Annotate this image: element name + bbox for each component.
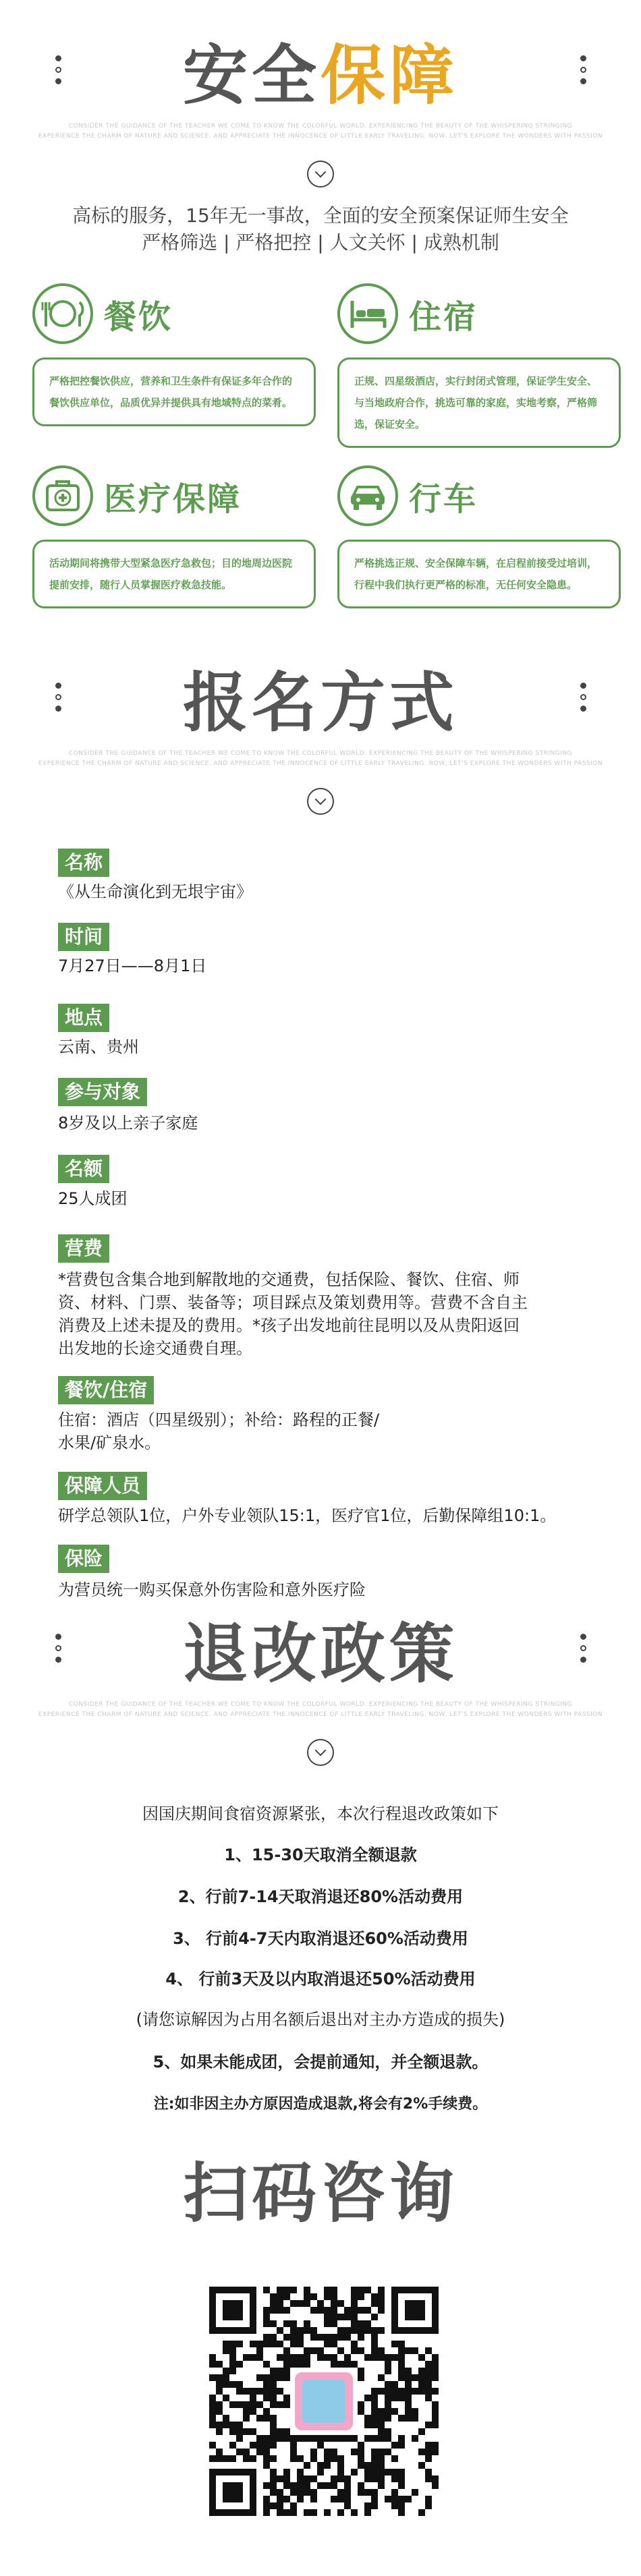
safety-item-medical: [32, 459, 316, 608]
field-value-audience: 8岁及以上亲子家庭: [58, 1114, 198, 1133]
item-desc: 活动期间将携带大型紧急医疗急救包；目的地周边医院提前安排，随行人员掌握医疗救急技能。: [32, 540, 316, 608]
decor-dots-right: [579, 55, 587, 90]
field-label-staff: 保障人员: [58, 1472, 147, 1500]
item-name: 医疗保障: [104, 480, 242, 518]
decor-dots-right: [579, 1634, 587, 1668]
item-desc: 严格挑选正规、安全保障车辆，在启程前接受过培训，行程中我们执行更严格的标准，无任何安全隐患。: [337, 540, 621, 608]
refund-note: (请您谅解因为占用名额后退出对主办方造成的损失): [136, 2010, 505, 2029]
safety-intro: 高标的服务，15年无一事故，全面的安全预案保证师生安全 严格筛选 | 严格把控 | 人文关怀 | 成熟机制: [72, 204, 569, 254]
refund-rule: 5、如果未能成团，会提前通知，并全额退款。: [152, 2053, 489, 2071]
field-label-place: 地点: [58, 1004, 109, 1032]
refund-en-text: CONSIDER THE GUIDANCE OF THE TEACHER WE COME TO KNOW THE COLORFUL WORLD. EXPERIENCING THE BEAUTY OF THE WHISPERING STRINGING EXPERIENCE THE CHARM OF NATURE AND SCIENCE. AND APPRECIATE THE INNOCENCE OF LITTLE EARLY TRAVELING. NOW, LET'S EXPLORE THE WONDERS WITH PASSION: [38, 1700, 603, 1718]
register-title: 报名方式: [183, 665, 458, 741]
safety-en-text: CONSIDER THE GUIDANCE OF THE TEACHER WE COME TO KNOW THE COLORFUL WORLD. EXPERIENCING THE BEAUTY OF THE WHISPERING STRINGING EXPERIENCE THE CHARM OF NATURE AND SCIENCE. AND APPRECIATE THE INNOCENCE OF LITTLE EARLY TRAVELING. NOW, LET'S EXPLORE THE WONDERS WITH PASSION: [38, 122, 603, 140]
qr-header: [0, 2158, 641, 2230]
decor-dots-left: [54, 683, 62, 717]
safety-title: 安全保障: [183, 38, 458, 113]
field-value-insurance: 为营员统一购买保意外伤害险和意外医疗险: [58, 1580, 366, 1599]
refund-fee-note: 注:如非因主办方原因造成退款,将会有2%手续费。: [153, 2096, 488, 2113]
chevron-down-icon: [307, 1739, 334, 1766]
field-label-fee: 营费: [58, 1234, 109, 1263]
field-label-name: 名称: [58, 849, 109, 877]
car-icon: [337, 465, 398, 526]
field-value-name: 《从生命演化到无垠宇宙》: [58, 882, 252, 901]
safety-item-lodging: [337, 277, 621, 448]
field-label-time: 时间: [58, 923, 109, 951]
qr-title: 扫码咨询: [183, 2156, 458, 2231]
field-value-place: 云南、贵州: [58, 1037, 139, 1056]
refund-rule: 2、行前7-14天取消退还80%活动费用: [177, 1887, 464, 1906]
field-value-fee: *营费包含集合地到解散地的交通费，包括保险、餐饮、住宿、师资、材料、门票、装备等；项目踩点及策划费用等。营费不含自主消费及上述未提及的费用。*孩子出发地前往昆明以及从贵阳返回出发地的长途交通费自理。: [58, 1270, 528, 1358]
safety-header: [0, 40, 641, 188]
chevron-down-icon: [307, 161, 334, 188]
decor-dots-left: [54, 1634, 62, 1668]
field-value-quota: 25人成团: [58, 1189, 128, 1208]
field-label-quota: 名额: [58, 1155, 109, 1183]
decor-dots-left: [54, 55, 62, 90]
dining-icon: [32, 283, 93, 344]
field-value-time: 7月27日——8月1日: [58, 956, 207, 975]
refund-rule: 4、 行前3天及以内取消退还50%活动费用: [165, 1970, 476, 1988]
item-name: 行车: [409, 480, 478, 518]
field-label-insurance: 保险: [58, 1545, 109, 1573]
item-name: 餐饮: [104, 297, 173, 336]
first-aid-icon: [32, 465, 93, 526]
refund-header: [0, 1616, 641, 1766]
refund-intro: 因国庆期间食宿资源紧张，本次行程退改政策如下: [142, 1804, 499, 1823]
field-label-audience: 参与对象: [58, 1078, 147, 1106]
chevron-down-icon: [307, 788, 334, 815]
field-value-staff: 研学总领队1位，户外专业领队15:1，医疗官1位，后勤保障组10:1。: [58, 1506, 557, 1525]
item-name: 住宿: [409, 297, 478, 336]
field-value-meals: 住宿：酒店（四星级别）；补给：路程的正餐/水果/矿泉水。: [58, 1410, 380, 1452]
qr-code-icon: [209, 2287, 439, 2516]
refund-title: 退改政策: [183, 1616, 458, 1692]
item-desc: 正规、四星级酒店，实行封闭式管理，保证学生安全、与当地政府合作，挑选可靠的家庭，实地考察，严格筛选，保证安全。: [337, 357, 621, 448]
register-en-text: CONSIDER THE GUIDANCE OF THE TEACHER WE COME TO KNOW THE COLORFUL WORLD. EXPERIENCING THE BEAUTY OF THE WHISPERING STRINGING EXPERIENCE THE CHARM OF NATURE AND SCIENCE. AND APPRECIATE THE INNOCENCE OF LITTLE EARLY TRAVELING. NOW, LET'S EXPLORE THE WONDERS WITH PASSION: [38, 749, 603, 767]
bed-icon: [337, 283, 398, 344]
field-label-meals: 餐饮/住宿: [58, 1376, 154, 1404]
item-desc: 严格把控餐饮供应，营养和卫生条件有保证多年合作的餐饮供应单位，品质优异并提供具有地域特点的菜肴。: [32, 357, 316, 426]
refund-rule: 3、 行前4-7天内取消退还60%活动费用: [173, 1929, 468, 1948]
safety-item-car: [337, 459, 621, 608]
safety-item-dining: [32, 277, 316, 426]
register-header: [0, 665, 641, 815]
refund-rule: 1、15-30天取消全额退款: [224, 1845, 417, 1864]
decor-dots-right: [579, 683, 587, 717]
